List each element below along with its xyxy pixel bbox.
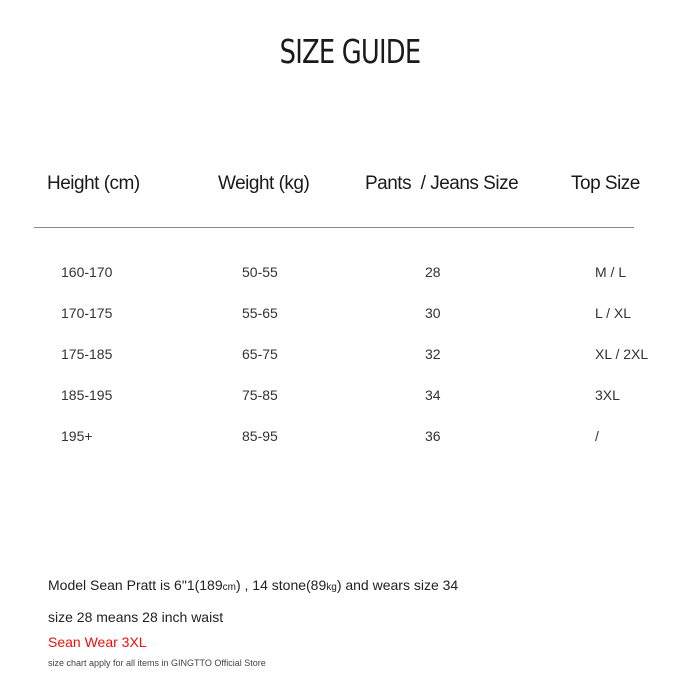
- model-info-cm-unit: cm: [222, 582, 236, 593]
- header-weight: Weight (kg): [218, 173, 310, 194]
- page-title: SIZE GUIDE: [279, 32, 421, 71]
- cell-height: 175-185: [61, 346, 113, 362]
- model-info-note: [48, 577, 458, 593]
- cell-weight: 65-75: [242, 346, 278, 362]
- store-note: size chart apply for all items in GINGTTO Official Store: [48, 658, 266, 668]
- cell-pants-size: 28: [425, 264, 441, 280]
- cell-top-size: L / XL: [595, 305, 632, 321]
- cell-top-size: /: [595, 428, 599, 444]
- cell-pants-size: 32: [425, 346, 441, 362]
- header-top-size: Top Size: [571, 173, 640, 194]
- cell-top-size: M / L: [595, 264, 627, 280]
- waist-note: size 28 means 28 inch waist: [48, 609, 224, 625]
- table-row: [0, 428, 700, 469]
- model-info-text: ) , 14 stone(89: [235, 577, 327, 593]
- header-divider: [34, 227, 634, 228]
- cell-pants-size: 36: [425, 428, 441, 444]
- cell-height: 170-175: [61, 305, 113, 321]
- size-table: [0, 264, 700, 469]
- cell-top-size: XL / 2XL: [595, 346, 649, 362]
- cell-top-size: 3XL: [595, 387, 620, 403]
- cell-height: 185-195: [61, 387, 113, 403]
- header-pants-size: Pants / Jeans Size: [365, 173, 519, 194]
- model-info-text: Model Sean Pratt is 6"1(189: [48, 577, 223, 593]
- table-header: [0, 173, 700, 203]
- model-wear-note: Sean Wear 3XL: [48, 634, 147, 650]
- cell-weight: 75-85: [242, 387, 278, 403]
- cell-height: 160-170: [61, 264, 113, 280]
- cell-pants-size: 34: [425, 387, 441, 403]
- cell-height: 195+: [61, 428, 93, 444]
- table-row: [0, 346, 700, 387]
- table-row: [0, 264, 700, 305]
- table-row: [0, 305, 700, 346]
- cell-weight: 55-65: [242, 305, 278, 321]
- cell-weight: 50-55: [242, 264, 278, 280]
- cell-weight: 85-95: [242, 428, 278, 444]
- cell-pants-size: 30: [425, 305, 441, 321]
- table-row: [0, 387, 700, 428]
- header-height: Height (cm): [47, 173, 140, 194]
- model-info-kg-unit: kg: [326, 582, 337, 593]
- model-info-text: ) and wears size 34: [336, 577, 459, 593]
